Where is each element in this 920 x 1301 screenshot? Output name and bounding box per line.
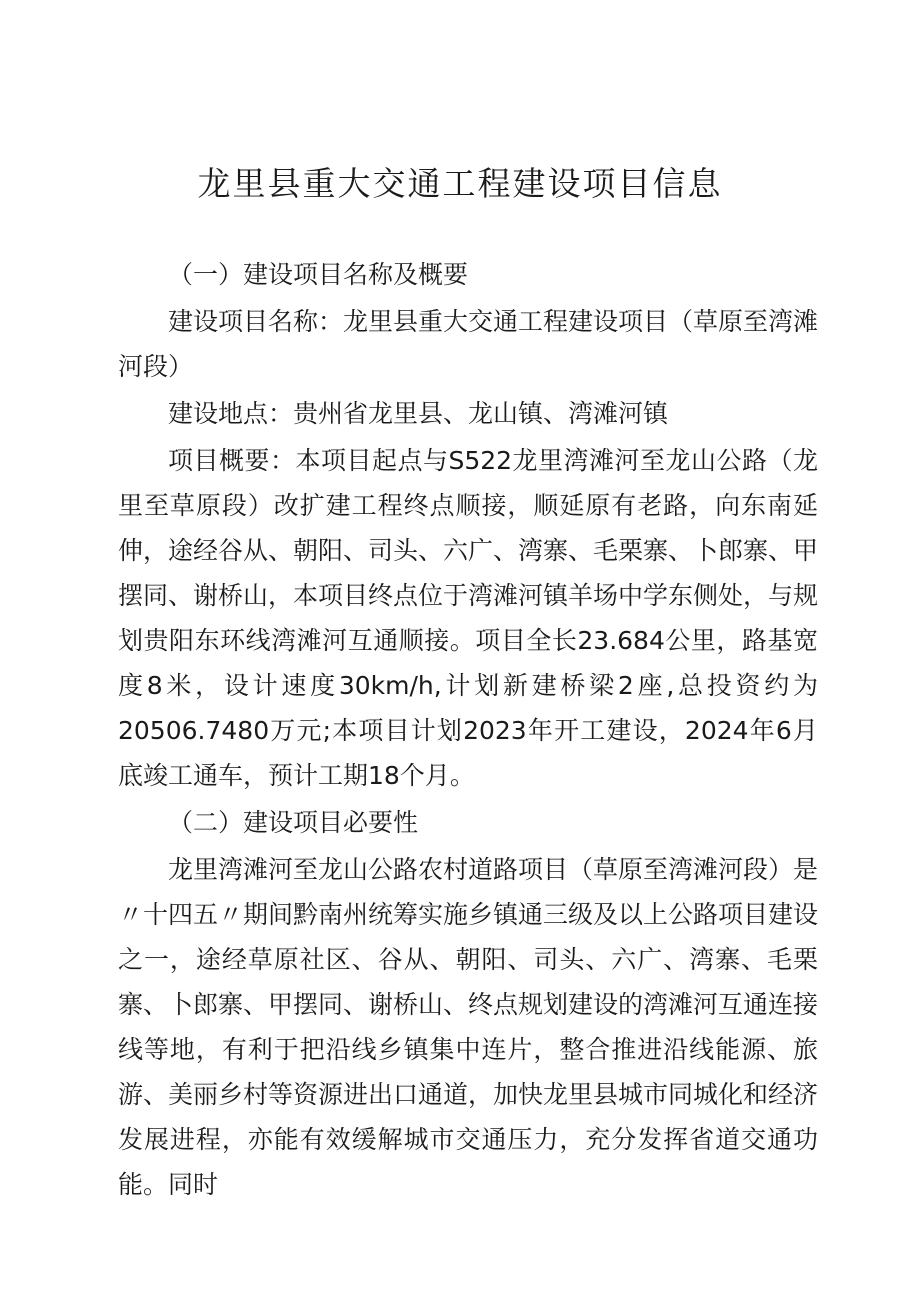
project-location-paragraph: 建设地点：贵州省龙里县、龙山镇、湾滩河镇 bbox=[168, 399, 669, 428]
document-body bbox=[118, 252, 818, 1207]
necessity-paragraph: 龙里湾滩河至龙山公路农村道路项目（草原至湾滩河段）是〃十四五〃期间黔南州统筹实施乡镇通三级及以上公路项目建设之一，途经草原社区、谷从、朝阳、司头、六广、湾寨、毛栗寨、卜郎寨、甲摆同、谢桥山、终点规划建设的湾滩河互通连接线等地，有利于把沿线乡镇集中连片，整合推进沿线能源、旅游、美丽乡村等资源进出口通道，加快龙里县城市同城化和经济发展进程，亦能有效缓解城市交通压力，充分发挥省道交通功能。同时 bbox=[118, 855, 819, 1199]
section1-heading: （一）建设项目名称及概要 bbox=[168, 260, 469, 289]
project-overview-paragraph: 项目概要：本项目起点与S522龙里湾滩河至龙山公路（龙里至草原段）改扩建工程终点顺接，顺延原有老路，向东南延伸，途经谷从、朝阳、司头、六广、湾寨、毛栗寨、卜郎寨、甲摆同、谢桥山，本项目终点位于湾滩河镇羊场中学东侧处，与规划贵阳东环线湾滩河互通顺接。项目全长23.684公里，路基宽度8米，设计速度30km/h,计划新建桥梁2座,总投资约为20506.7480万元;本项目计划2023年开工建设，2024年6月底竣工通车，预计工期18个月。 bbox=[118, 446, 819, 790]
section2-heading: （二）建设项目必要性 bbox=[168, 808, 419, 837]
project-name-paragraph: 建设项目名称：龙里县重大交通工程建设项目（草原至湾滩河段） bbox=[118, 307, 819, 381]
document-title: 龙里县重大交通工程建设项目信息 bbox=[197, 164, 723, 203]
